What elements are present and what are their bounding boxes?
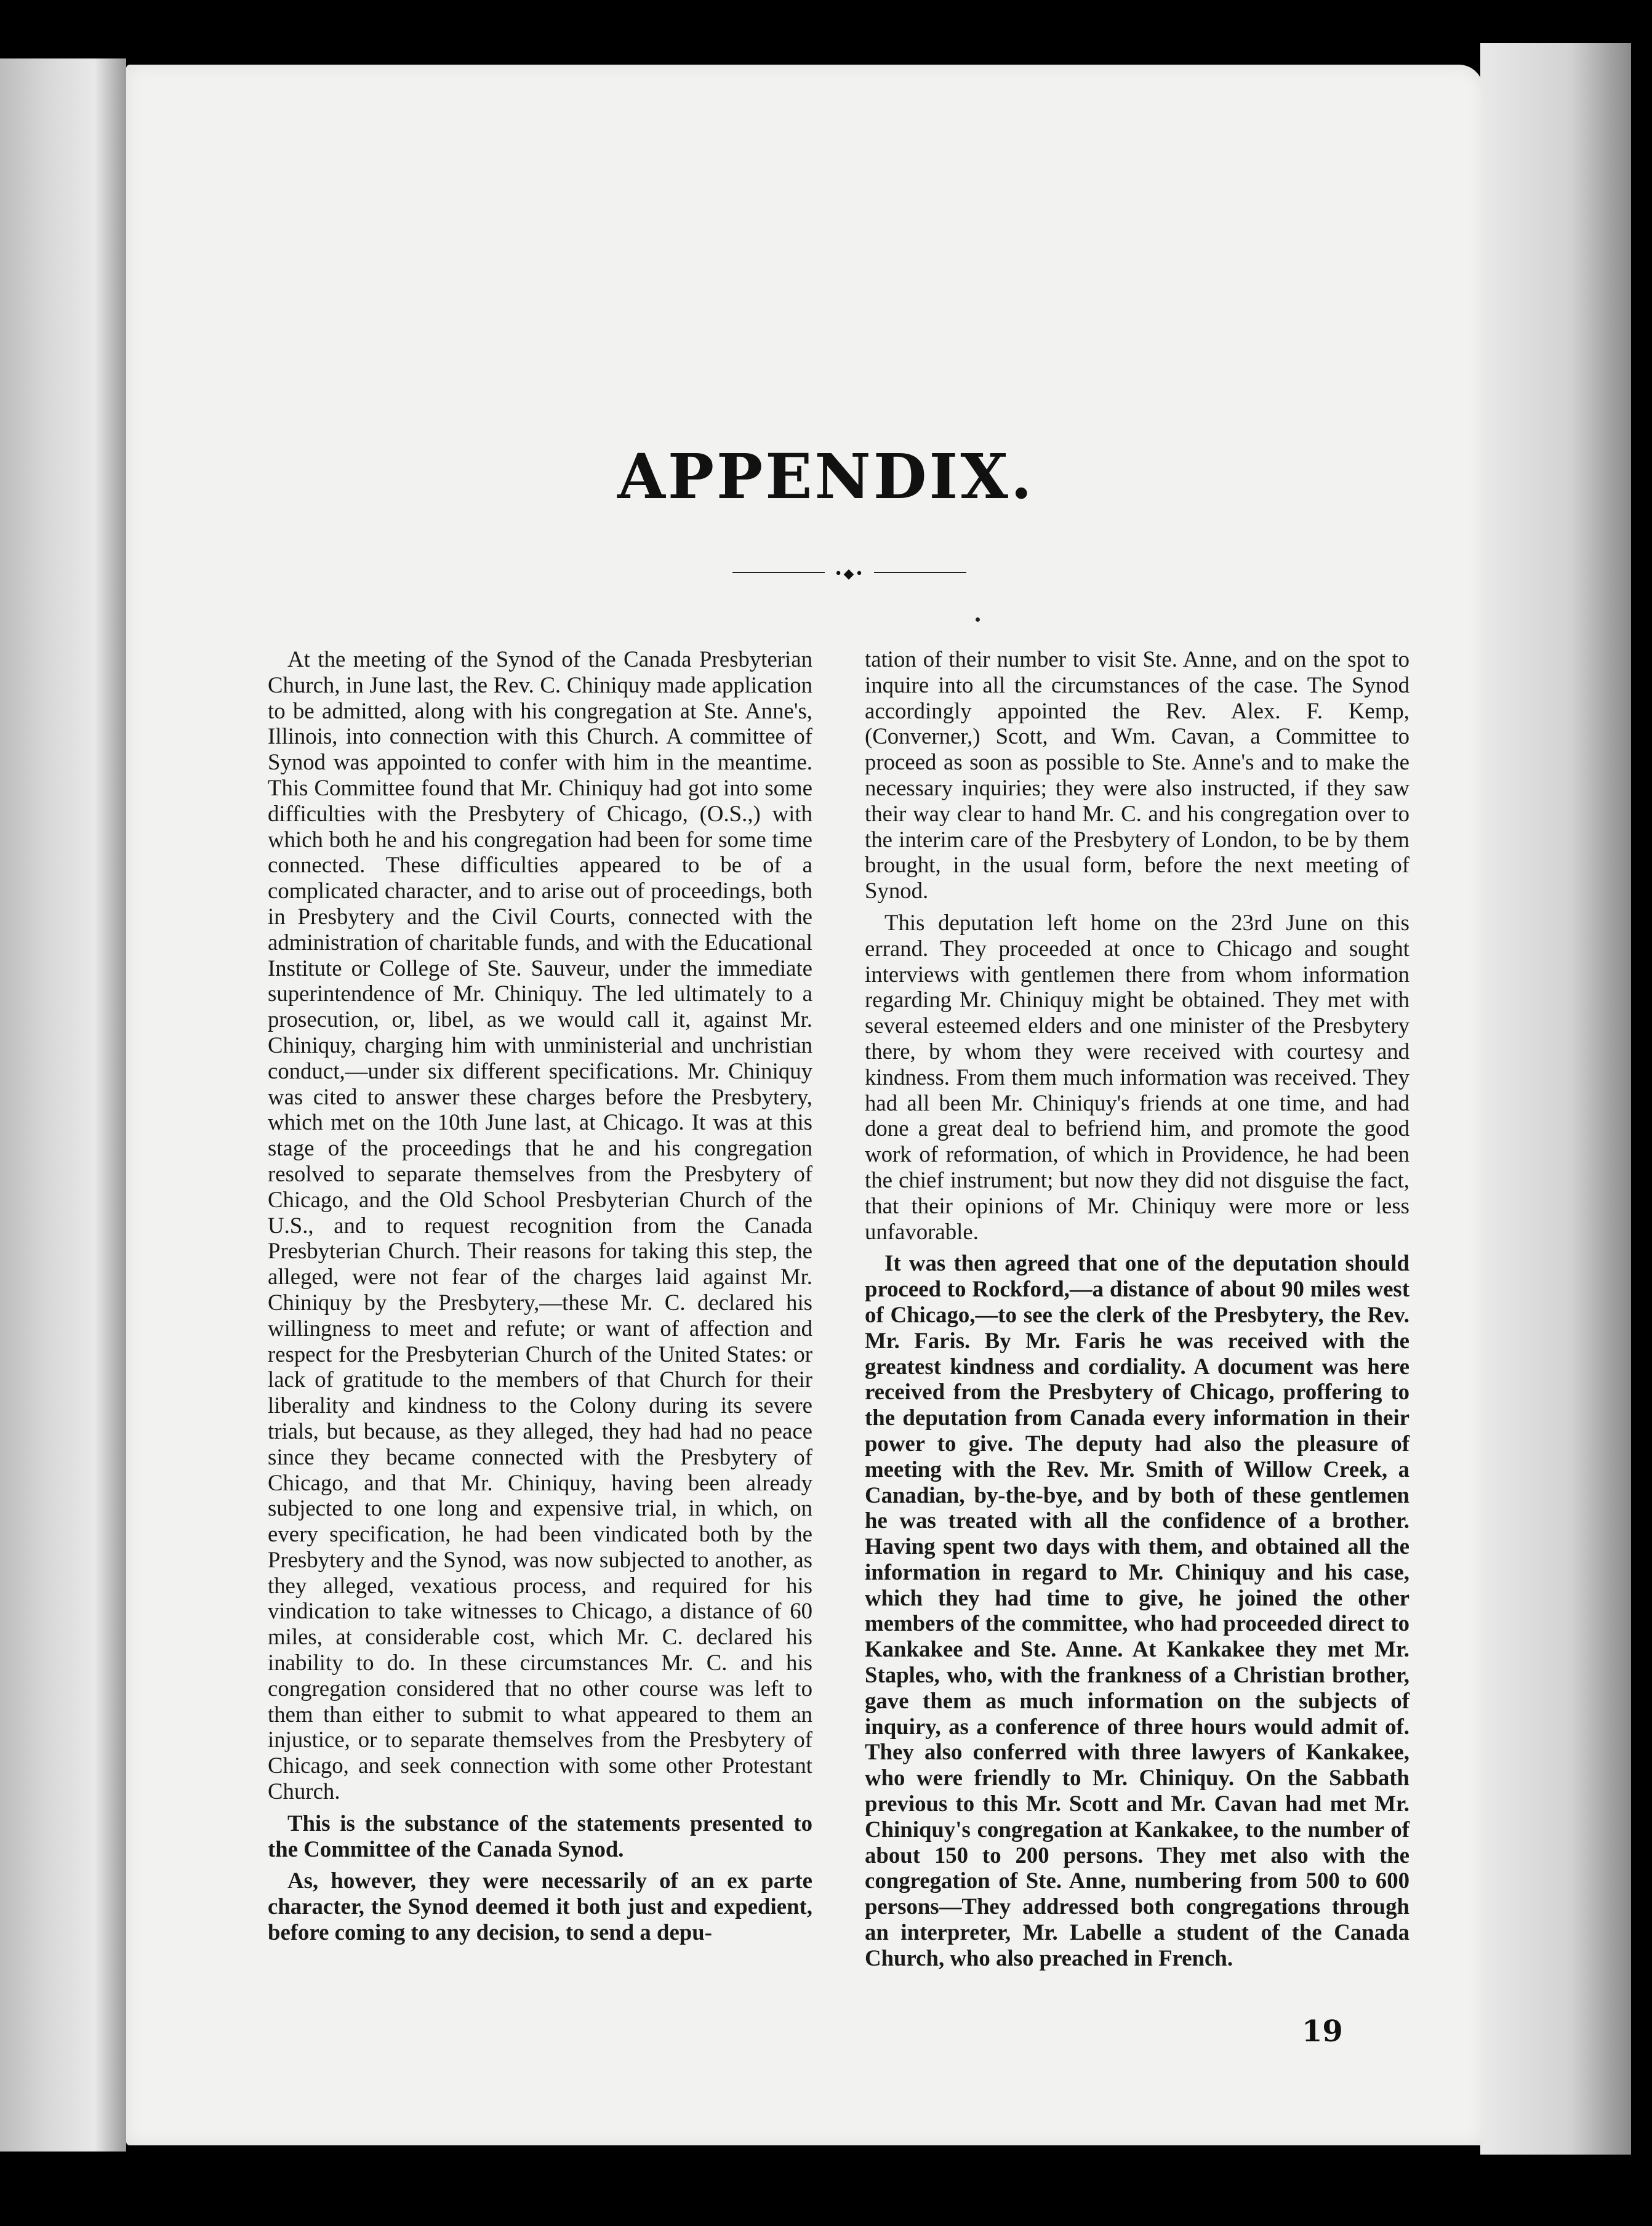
- paragraph: tation of their number to visit Ste. Anne, and on the spot to inquire into all the circumstances of the case. The Synod accordingly appointed the Rev. Alex. F. Kemp, (Converner,) Scott, and Wm. Cavan, a Committee to proceed as soon as possible to Ste. Anne's and to make the necessary inquiries; they were also instructed, if they saw their way clear to hand Mr. C. and his congregation over to the interim care of the Presbytery of London, to be by them brought, in the usual form, before the next meeting of Synod.: [865, 646, 1409, 904]
- ornament-line-right: [874, 572, 966, 573]
- stray-dot: [976, 617, 980, 622]
- page-number: 19: [1302, 2014, 1343, 2049]
- ornament-glyph: •◆•: [834, 566, 865, 582]
- page-title: APPENDIX.: [617, 440, 1035, 513]
- right-column: [865, 646, 1409, 1977]
- left-page-edge: [0, 58, 126, 2152]
- paragraph: At the meeting of the Synod of the Canada Presbyterian Church, in June last, the Rev. C. Chiniquy made application to be admitted, along with his congregation at Ste. Anne's, Illinois, into connection with this Church. A committee of Synod was appointed to confer with him in the meantime. This Committee found that Mr. Chiniquy had got into some difficulties with the Presbytery of Chicago, (O.S.,) with which both he and his congregation had been for some time connected. These difficulties appeared to be of a complicated character, and to arise out of proceedings, both in Presbytery and the Civil Courts, connected with the administration of charitable funds, and with the Educational Institute or College of Ste. Sauveur, under the immediate superintendence of Mr. Chiniquy. The led ultimately to a prosecution, or, libel, as we would call it, against Mr. Chiniquy, charging him with unministerial and unchristian conduct,—under six different specifications. Mr. Chiniquy was cited to answer these charges before the Presbytery, which met on the 10th June last, at Chicago. It was at this stage of the proceedings that he and his congregation resolved to separate themselves from the Presbytery of Chicago, and the Old School Presbyterian Church of the U.S., and to request recognition from the Canada Presbyterian Church. Their reasons for taking this step, the alleged, were not fear of the charges laid against Mr. Chiniquy by the Presbytery,—these Mr. C. declared his willingness to meet and refute; or want of affection and respect for the Presbyterian Church of the United States: or lack of gratitude to the members of that Church for their liberality and kindness to the Colony during its severe trials, but because, as they alleged, they had had no peace since they became connected with the Presbytery of Chicago, and that Mr. Chiniquy, having been already subjected to one long and expensive trial, in which, on every specification, he had been vindicated both by the Presbytery and the Synod, was now subjected to another, as they alleged, vexatious process, and required for his vindication to take witnesses to Chicago, a distance of 60 miles, at considerable cost, which Mr. C. declared his inability to do. In these circumstances Mr. C. and his congregation considered that no other course was left to them than either to submit to what appeared to them an injustice, or to separate themselves from the Presbytery of Chicago, and seek connection with some other Protestant Church.: [268, 646, 812, 1804]
- paragraph: This is the substance of the statements presented to the Committee of the Canada Synod.: [268, 1810, 812, 1862]
- left-column: [268, 646, 812, 1951]
- right-page-edge: [1480, 43, 1631, 2155]
- title-ornament: [732, 566, 966, 582]
- paragraph: As, however, they were necessarily of an ex parte character, the Synod deemed it both just and expedient, before coming to any decision, to send a depu-: [268, 1868, 812, 1945]
- paragraph: It was then agreed that one of the deputation should proceed to Rockford,—a distance of about 90 miles west of Chicago,—to see the clerk of the Presbytery, the Rev. Mr. Faris. By Mr. Faris he was received with the greatest kindness and cordiality. A document was here received from the Presbytery of Chicago, proffering to the deputation from Canada every information in their power to give. The deputy had also the pleasure of meeting with the Rev. Mr. Smith of Willow Creek, a Canadian, by-the-bye, and by both of these gentlemen he was treated with all the confidence of a brother. Having spent two days with them, and obtained all the information in regard to Mr. Chiniquy and his case, which they had time to give, he joined the other members of the committee, who had proceeded direct to Kankakee and Ste. Anne. At Kankakee they met Mr. Staples, who, with the frankness of a Christian brother, gave them as much information on the subjects of inquiry, as a conference of three hours would admit of. They also conferred with three lawyers of Kankakee, who were friendly to Mr. Chiniquy. On the Sabbath previous to this Mr. Scott and Mr. Cavan had met Mr. Chiniquy's congregation at Kankakee, to the number of about 150 to 200 persons. They met also with the congregation of Ste. Anne, numbering from 500 to 600 persons—They addressed both congregations through an interpreter, Mr. Labelle a student of the Canada Church, who also preached in French.: [865, 1250, 1409, 1971]
- paragraph: This deputation left home on the 23rd June on this errand. They proceeded at once to Chicago and sought interviews with gentlemen there from whom information regarding Mr. Chiniquy might be obtained. They met with several esteemed elders and one minister of the Presbytery there, by whom they were received with courtesy and kindness. From them much information was received. They had all been Mr. Chiniquy's friends at one time, and had done a great deal to befriend him, and promote the good work of reformation, of which in Providence, he had been the chief instrument; but now they did not disguise the fact, that their opinions of Mr. Chiniquy were more or less unfavorable.: [865, 909, 1409, 1244]
- ornament-line-left: [732, 572, 825, 573]
